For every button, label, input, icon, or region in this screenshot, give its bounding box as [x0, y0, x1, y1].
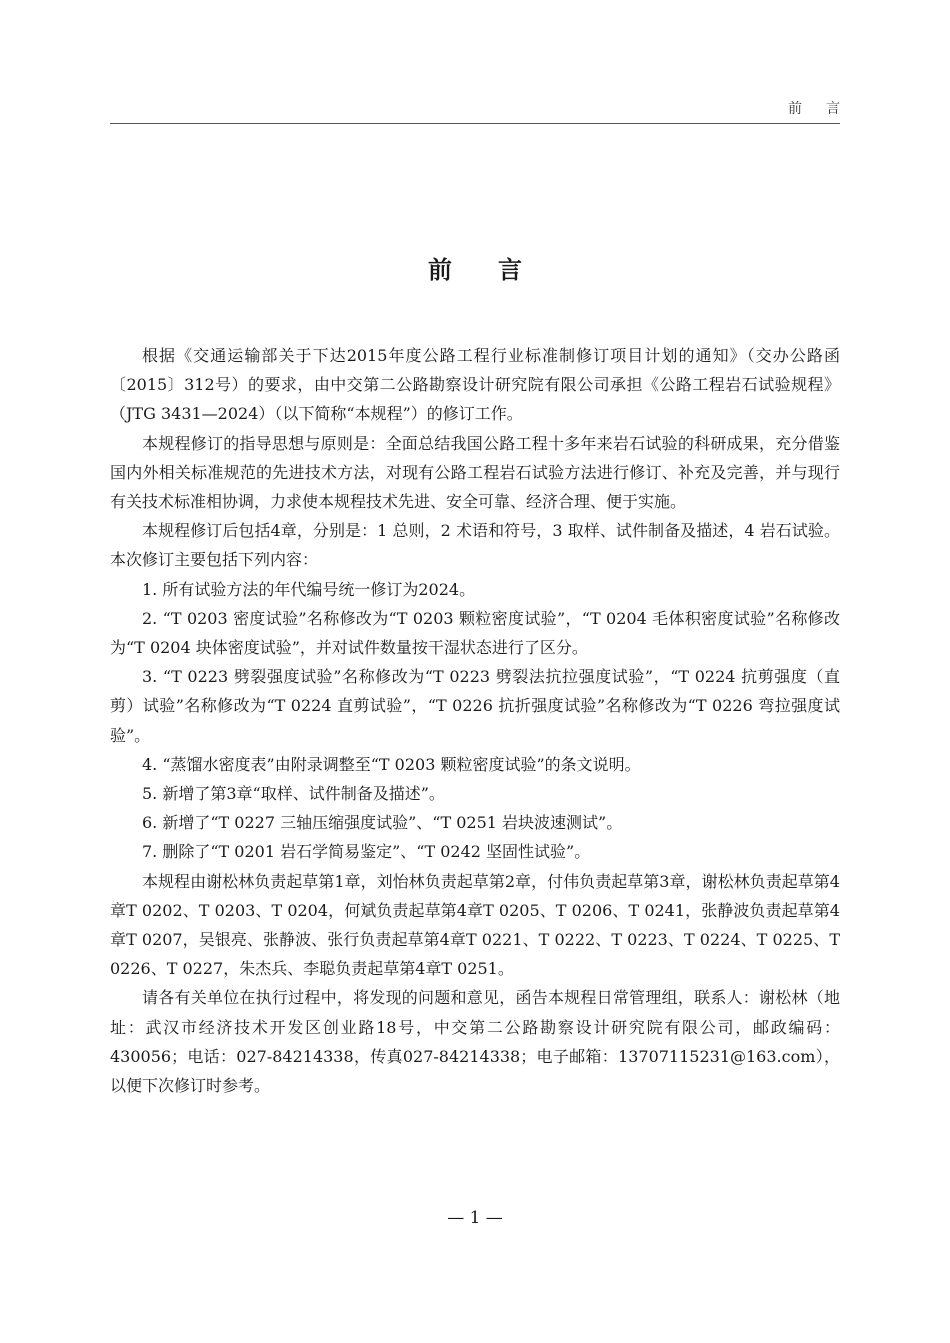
paragraph-structure: 本规程修订后包括4章，分别是：1 总则，2 术语和符号，3 取样、试件制备及描述，4 岩石试验。本次修订主要包括下列内容：: [110, 521, 840, 570]
running-head-title: 前言: [788, 101, 864, 117]
list-item: 7. 删除了“T 0201 岩石学简易鉴定”、“T 0242 坚固性试验”。: [142, 842, 591, 862]
page-title: 前言: [428, 256, 568, 284]
preface-body: [110, 341, 840, 1100]
header-rule: [110, 123, 840, 124]
paragraph-basis: 根据《交通运输部关于下达2015年度公路工程行业标准制修订项目计划的通知》（交办公路函〔2015〕312号）的要求，由中交第二公路勘察设计研究院有限公司承担《公路工程岩石试验规程》（JTG 3431—2024）（以下简称“本规程”）的修订工作。: [110, 346, 840, 424]
list-item: 3. “T 0223 劈裂强度试验”名称修改为“T 0223 劈裂法抗拉强度试验”，“T 0224 抗剪强度（直剪）试验”名称修改为“T 0224 直剪试验”，“T 0226 抗折强度试验”名称修改为“T 0226 弯拉强度试验”。: [110, 667, 840, 745]
list-item: 5. 新增了第3章“取样、试件制备及描述”。: [142, 784, 445, 804]
list-item: 4. “蒸馏水密度表”由附录调整至“T 0203 颗粒密度试验”的条文说明。: [142, 754, 641, 774]
paragraph-principles: 本规程修订的指导思想与原则是：全面总结我国公路工程十多年来岩石试验的科研成果，充分借鉴国内外相关标准规范的先进技术方法，对现有公路工程岩石试验方法进行修订、补充及完善，并与现行有关技术标准相协调，力求使本规程技术先进、安全可靠、经济合理、便于实施。: [110, 433, 840, 512]
paragraph-contact: 请各有关单位在执行过程中，将发现的问题和意见，函告本规程日常管理组，联系人：谢松林（地址：武汉市经济技术开发区创业路18号，中交第二公路勘察设计研究院有限公司，邮政编码：430056；电话：027-84214338，传真027-84214338；电子邮箱：13707115231@163.com），以便下次修订时参考。: [110, 988, 840, 1096]
list-item: 6. 新增了“T 0227 三轴压缩强度试验”、“T 0251 岩块波速测试”。: [142, 813, 623, 833]
list-item: 2. “T 0203 密度试验”名称修改为“T 0203 颗粒密度试验”，“T 0204 毛体积密度试验”名称修改为“T 0204 块体密度试验”，并对试件数量按干湿状态进行了区分。: [110, 608, 840, 658]
page-number: — 1 —: [447, 1208, 503, 1228]
paragraph-drafters: 本规程由谢松林负责起草第1章，刘怡林负责起草第2章，付伟负责起草第3章，谢松林负责起草第4章T 0202、T 0203、T 0204，何斌负责起草第4章T 0205、T 0206、T 0241，张静波负责起草第4章T 0207，吴银亮、张静波、张行负责起草第4章T 0221、T 0222、T 0223、T 0224、T 0225、T 0226、T 0227，朱杰兵、李聪负责起草第4章T 0251。: [110, 871, 840, 979]
list-item: 1. 所有试验方法的年代编号统一修订为2024。: [142, 579, 476, 599]
